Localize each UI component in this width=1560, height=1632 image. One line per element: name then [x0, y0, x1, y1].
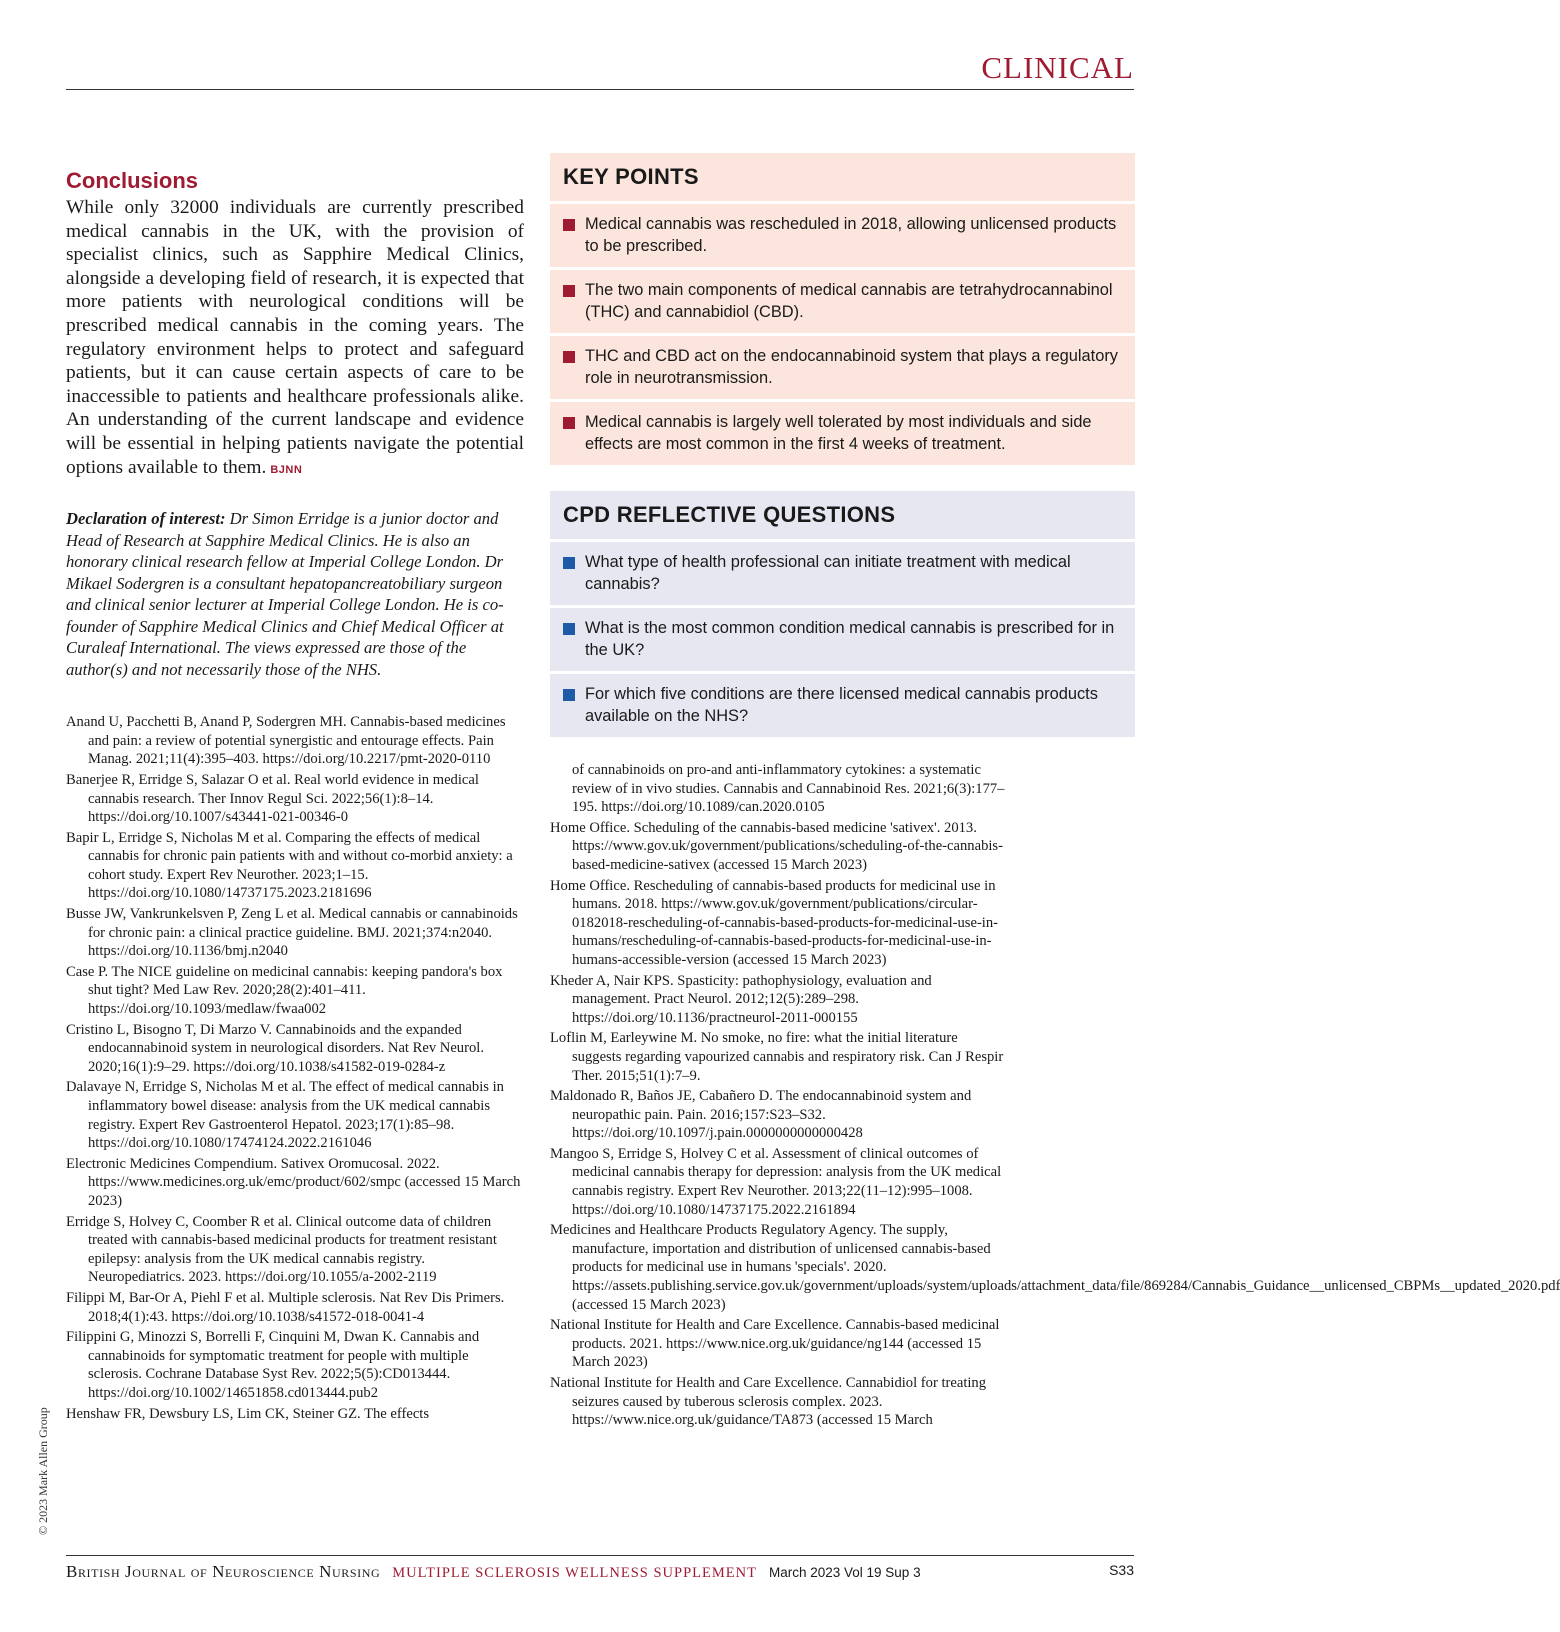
- square-bullet-icon: [563, 689, 575, 701]
- key-point-item-text: Medical cannabis was rescheduled in 2018, allowing unlicensed products to be prescribed.: [585, 215, 1117, 255]
- cpd-question-item: [550, 542, 1135, 605]
- key-points-title: KEY POINTS: [550, 153, 1135, 201]
- references-list-right: [550, 761, 1560, 1430]
- key-point-item-text: THC and CBD act on the endocannabinoid system that plays a regulatory role in neurotransmission.: [585, 347, 1118, 387]
- reference-item: Anand U, Pacchetti B, Anand P, Sodergren MH. Cannabis-based medicines and pain: a review of potential synergistic and entourage effects. Pain Manag. 2021;11(4):395–403. https://doi.org/10.2217/pmt-2020-0110: [66, 714, 506, 768]
- reference-item: Filippini G, Minozzi S, Borrelli F, Cinquini M, Dwan K. Cannabis and cannabinoids for symptomatic treatment for people with multiple sclerosis. Cochrane Database Syst Rev. 2022;5(5):CD013444. https://doi.org/10.1002/14651858.cd013444.pub2: [66, 1329, 480, 1401]
- top-divider: [66, 89, 1134, 90]
- declaration-label: Declaration of interest:: [66, 509, 226, 529]
- reference-item: of cannabinoids on pro-and anti-inflammatory cytokines: a systematic review of in vivo studies. Cannabis and Cannabinoid Res. 2021;6(3):177–195. https://doi.org/10.1089/can.2020.0105: [572, 762, 1005, 816]
- reference-item: Electronic Medicines Compendium. Sativex Oromucosal. 2022. https://www.medicines.org.uk/emc/product/602/smpc (accessed 15 March 2023): [66, 1155, 521, 1209]
- reference-item: Home Office. Scheduling of the cannabis-based medicine 'sativex'. 2013. https://www.gov.uk/government/publications/scheduling-of-the-cannabis-based-medicine-sativex (accessed 15 March 2023): [550, 819, 1003, 873]
- reference-item: Erridge S, Holvey C, Coomber R et al. Clinical outcome data of children treated with cannabis-based medicinal products for treatment resistant epilepsy: analysis from the UK medical cannabis registry. Neuropediatrics. 2023. https://doi.org/10.1055/a-2002-2119: [66, 1213, 497, 1286]
- reference-item: Maldonado R, Baños JE, Cabañero D. The endocannabinoid system and neuropathic pain. Pain. 2016;157:S23–S32. https://doi.org/10.1097/j.pain.0000000000000428: [550, 1088, 972, 1142]
- square-bullet-icon: [563, 351, 575, 363]
- reference-item: National Institute for Health and Care Excellence. Cannabis-based medicinal products. 2021. https://www.nice.org.uk/guidance/ng144 (accessed 15 March 2023): [550, 1317, 1000, 1371]
- bottom-divider: [66, 1555, 1134, 1556]
- reference-item: Bapir L, Erridge S, Nicholas M et al. Comparing the effects of medical cannabis for chronic pain patients with and without co-morbid anxiety: a cohort study. Expert Rev Neurother. 2023;1–15. https://doi.org/10.1080/14737175.2023.2181696: [66, 829, 513, 902]
- declaration-of-interest: [66, 508, 524, 680]
- key-point-item-text: Medical cannabis is largely well tolerated by most individuals and side effects are most common in the first 4 weeks of treatment.: [585, 413, 1092, 453]
- conclusions-heading: Conclusions: [66, 168, 199, 193]
- end-mark: BJNN: [270, 463, 303, 476]
- reference-item: Cristino L, Bisogno T, Di Marzo V. Cannabinoids and the expanded endocannabinoid system in neurological disorders. Nat Rev Neurol. 2020;16(1):9–29. https://doi.org/10.1038/s41582-019-0284-z: [66, 1021, 484, 1075]
- cpd-question-item: [550, 608, 1135, 671]
- conclusions-text: [66, 196, 524, 482]
- square-bullet-icon: [563, 623, 575, 635]
- cpd-questions-box: [550, 491, 1135, 737]
- key-point-item: [550, 204, 1135, 267]
- journal-name: British Journal of Neuroscience Nursing: [66, 1562, 381, 1581]
- key-point-item: [550, 270, 1135, 333]
- cpd-question-item-text: For which five conditions are there licensed medical cannabis products available on the NHS?: [585, 685, 1098, 725]
- reference-item: Busse JW, Vankrunkelsven P, Zeng L et al. Medical cannabis or cannabinoids for chronic pain: a clinical practice guideline. BMJ. 2021;374:n2040. https://doi.org/10.1136/bmj.n2040: [66, 906, 518, 960]
- reference-item: Dalavaye N, Erridge S, Nicholas M et al. The effect of medical cannabis in inflammatory bowel disease: analysis from the UK medical cannabis registry. Expert Rev Gastroenterol Hepatol. 2023;17(1):85–98. https://doi.org/10.1080/17474124.2022.2161046: [66, 1079, 504, 1152]
- key-points-box: [550, 153, 1135, 465]
- reference-item: Banerjee R, Erridge S, Salazar O et al. Real world evidence in medical cannabis research. Ther Innov Regul Sci. 2022;56(1):8–14. https://doi.org/10.1007/s43441-021-00346-0: [66, 771, 479, 826]
- issue-info: March 2023 Vol 19 Sup 3: [768, 1565, 921, 1580]
- reference-item: Henshaw FR, Dewsbury LS, Lim CK, Steiner GZ. The effects: [66, 1405, 430, 1422]
- square-bullet-icon: [563, 417, 575, 429]
- cpd-question-item-text: What type of health professional can initiate treatment with medical cannabis?: [585, 553, 1071, 593]
- key-point-item-text: The two main components of medical cannabis are tetrahydrocannabinol (THC) and cannabidiol (CBD).: [585, 281, 1113, 321]
- conclusions-body: While only 32000 individuals are currently prescribed medical cannabis in the UK, with the provision of specialist clinics, such as Sapphire Medical Clinics, alongside a developing field of research, it is expected that more patients with neurological conditions will be prescribed medical cannabis in the coming years. The regulatory environment helps to protect and safeguard patients, but it can cause certain aspects of care to be inaccessible to patients and healthcare professionals alike. An understanding of the current landscape and evidence will be essential in helping patients navigate the potential options available to them.: [66, 197, 524, 478]
- reference-item: Kheder A, Nair KPS. Spasticity: pathophysiology, evaluation and management. Pract Neurol. 2012;12(5):289–298. https://doi.org/10.1136/practneurol-2011-000155: [550, 972, 932, 1026]
- square-bullet-icon: [563, 219, 575, 231]
- reference-item: Case P. The NICE guideline on medicinal cannabis: keeping pandora's box shut tight? Med Law Rev. 2020;28(2):401–411. https://doi.org/10.1093/medlaw/fwaa002: [66, 963, 503, 1018]
- reference-item: Filippi M, Bar-Or A, Piehl F et al. Multiple sclerosis. Nat Rev Dis Primers. 2018;4(1):43. https://doi.org/10.1038/s41572-018-0041-4: [66, 1289, 505, 1325]
- key-point-item: [550, 336, 1135, 399]
- supplement-name: MULTIPLE SCLEROSIS WELLNESS SUPPLEMENT: [392, 1565, 757, 1581]
- page-footer: [66, 1562, 1134, 1584]
- copyright-notice: © 2023 Mark Allen Group: [36, 1407, 50, 1535]
- reference-item: Medicines and Healthcare Products Regulatory Agency. The supply, manufacture, importation and distribution of unlicensed cannabis-based products for medicinal use in humans 'specials'. 2020. https://assets.publishing.service.gov.uk/government/uploads/system/uploads/attachment_data/file/869284/Cannabis_Guidance__unlicensed_CBPMs__updated_2020.pdf (accessed 15 March 2023): [550, 1222, 1560, 1313]
- reference-item: National Institute for Health and Care Excellence. Cannabidiol for treating seizures caused by tuberous sclerosis complex. 2023. https://www.nice.org.uk/guidance/TA873 (accessed 15 March: [550, 1375, 987, 1429]
- square-bullet-icon: [563, 285, 575, 297]
- reference-item: Home Office. Rescheduling of cannabis-based products for medicinal use in humans. 2018. https://www.gov.uk/government/publications/circular-0182018-rescheduling-of-cannabis-based-products-for-medicinal-use-in-humans/rescheduling-of-cannabis-based-products-for-medicinal-use-in-humans-accessible-version (accessed 15 March 2023): [550, 877, 999, 968]
- cpd-question-item: [550, 674, 1135, 737]
- cpd-title: CPD REFLECTIVE QUESTIONS: [550, 491, 1135, 539]
- key-point-item: [550, 402, 1135, 465]
- page-number: S33: [1109, 1562, 1134, 1578]
- section-label: CLINICAL: [981, 50, 1134, 85]
- square-bullet-icon: [563, 557, 575, 569]
- cpd-question-item-text: What is the most common condition medical cannabis is prescribed for in the UK?: [585, 619, 1115, 659]
- left-column: [66, 168, 524, 1425]
- right-column-references: [550, 761, 1560, 1432]
- reference-item: Mangoo S, Erridge S, Holvey C et al. Assessment of clinical outcomes of medicinal cannabis therapy for depression: analysis from the UK medical cannabis registry. Expert Rev Neurother. 2013;22(11–12):995–1008. https://doi.org/10.1080/14737175.2022.2161894: [550, 1145, 1002, 1218]
- references-list-left: [66, 713, 524, 1423]
- reference-item: Loflin M, Earleywine M. No smoke, no fire: what the initial literature suggests regarding vapourized cannabis and respiratory risk. Can J Respir Ther. 2015;51(1):7–9.: [550, 1030, 1004, 1084]
- declaration-text: Dr Simon Erridge is a junior doctor and Head of Research at Sapphire Medical Clinics. He is also an honorary clinical research fellow at Imperial College London. Dr Mikael Sodergren is a consultant hepatopancreatobiliary surgeon and clinical senior lecturer at Imperial College London. He is co-founder of Sapphire Medical Clinics and Chief Medical Officer at Curaleaf International. The views expressed are those of the author(s) and not necessarily those of the NHS.: [66, 509, 504, 679]
